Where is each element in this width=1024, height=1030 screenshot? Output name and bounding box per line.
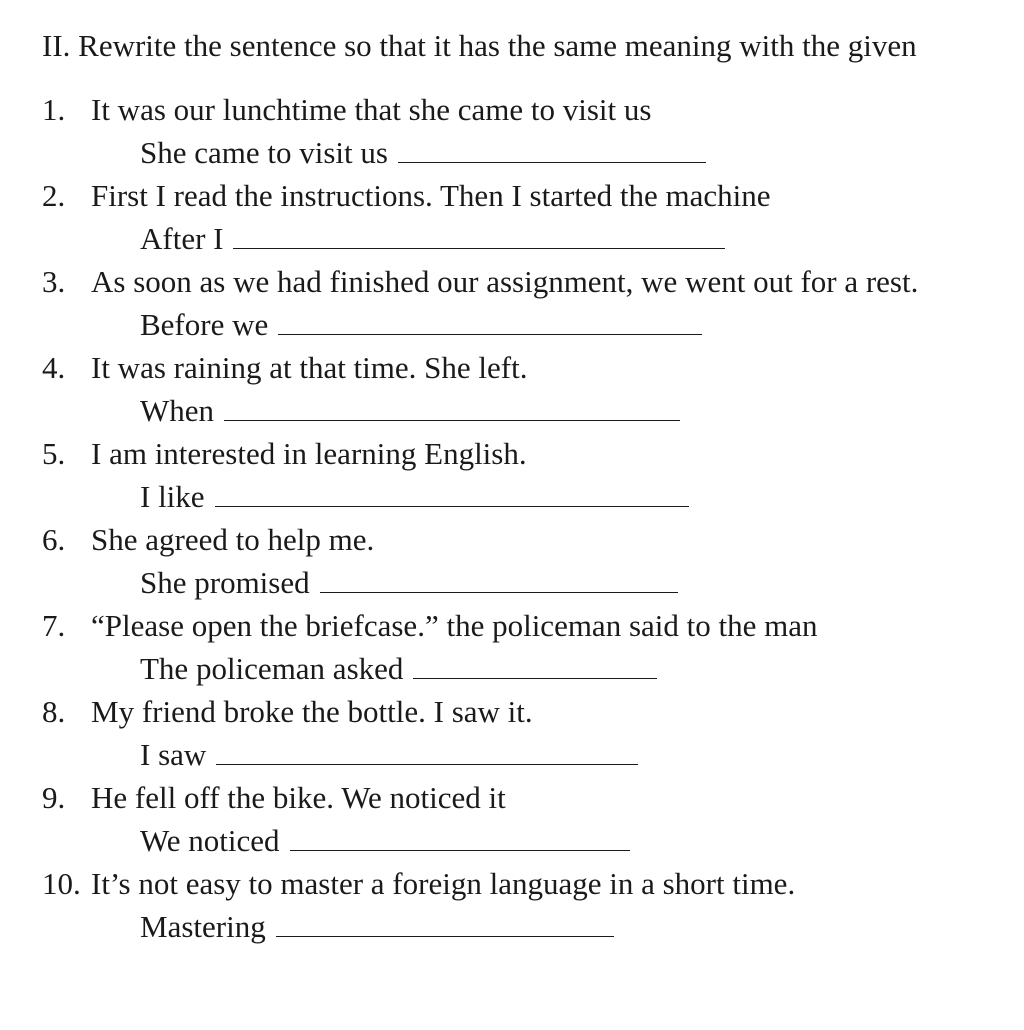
- item-number: 6.: [42, 522, 66, 557]
- answer-blank[interactable]: [320, 564, 678, 593]
- rewrite-line: [140, 305, 702, 345]
- original-sentence: I am interested in learning English.: [91, 436, 527, 471]
- rewrite-prompt: She promised: [140, 565, 310, 600]
- section-heading: II. Rewrite the sentence so that it has the same meaning with the given: [42, 28, 917, 63]
- item-number: 1.: [42, 92, 66, 127]
- exercise-item-2: [0, 176, 1024, 262]
- answer-blank[interactable]: [233, 220, 725, 249]
- original-sentence: It was raining at that time. She left.: [91, 350, 528, 385]
- rewrite-prompt: When: [140, 393, 215, 428]
- exercise-item-5: [0, 434, 1024, 520]
- original-sentence: He fell off the bike. We noticed it: [91, 780, 506, 815]
- rewrite-line: [140, 649, 657, 689]
- answer-blank[interactable]: [224, 392, 680, 421]
- rewrite-prompt: Before we: [140, 307, 269, 342]
- rewrite-prompt: After I: [140, 221, 224, 256]
- item-number: 2.: [42, 178, 66, 213]
- item-number: 5.: [42, 436, 66, 471]
- answer-blank[interactable]: [398, 134, 706, 163]
- item-number: 10.: [42, 866, 81, 901]
- rewrite-prompt: I like: [140, 479, 205, 514]
- original-sentence: It was our lunchtime that she came to visit us: [91, 92, 652, 127]
- exercise-item-3: [0, 262, 1024, 348]
- answer-blank[interactable]: [413, 650, 657, 679]
- original-sentence: My friend broke the bottle. I saw it.: [91, 694, 533, 729]
- rewrite-line: [140, 133, 706, 173]
- rewrite-prompt: She came to visit us: [140, 135, 388, 170]
- rewrite-line: [140, 907, 614, 947]
- original-sentence: First I read the instructions. Then I started the machine: [91, 178, 771, 213]
- item-number: 9.: [42, 780, 66, 815]
- rewrite-line: [140, 735, 638, 775]
- rewrite-prompt: The policeman asked: [140, 651, 404, 686]
- rewrite-line: [140, 563, 678, 603]
- item-number: 7.: [42, 608, 66, 643]
- original-sentence: She agreed to help me.: [91, 522, 375, 557]
- rewrite-line: [140, 219, 725, 259]
- item-number: 8.: [42, 694, 66, 729]
- exercise-item-10: [0, 864, 1024, 950]
- exercise-item-6: [0, 520, 1024, 606]
- rewrite-line: [140, 477, 689, 517]
- rewrite-line: [140, 391, 680, 431]
- exercise-item-4: [0, 348, 1024, 434]
- answer-blank[interactable]: [276, 908, 614, 937]
- rewrite-prompt: Mastering: [140, 909, 266, 944]
- rewrite-prompt: We noticed: [140, 823, 280, 858]
- exercise-item-9: [0, 778, 1024, 864]
- exercise-item-1: [0, 90, 1024, 176]
- answer-blank[interactable]: [215, 478, 689, 507]
- answer-blank[interactable]: [278, 306, 702, 335]
- original-sentence: As soon as we had finished our assignment, we went out for a rest.: [91, 264, 919, 299]
- answer-blank[interactable]: [290, 822, 630, 851]
- original-sentence: It’s not easy to master a foreign language in a short time.: [91, 866, 796, 901]
- item-number: 3.: [42, 264, 66, 299]
- rewrite-line: [140, 821, 630, 861]
- answer-blank[interactable]: [216, 736, 638, 765]
- rewrite-prompt: I saw: [140, 737, 207, 772]
- item-number: 4.: [42, 350, 66, 385]
- exercise-item-7: [0, 606, 1024, 692]
- exercise-item-8: [0, 692, 1024, 778]
- original-sentence: “Please open the briefcase.” the policeman said to the man: [91, 608, 818, 643]
